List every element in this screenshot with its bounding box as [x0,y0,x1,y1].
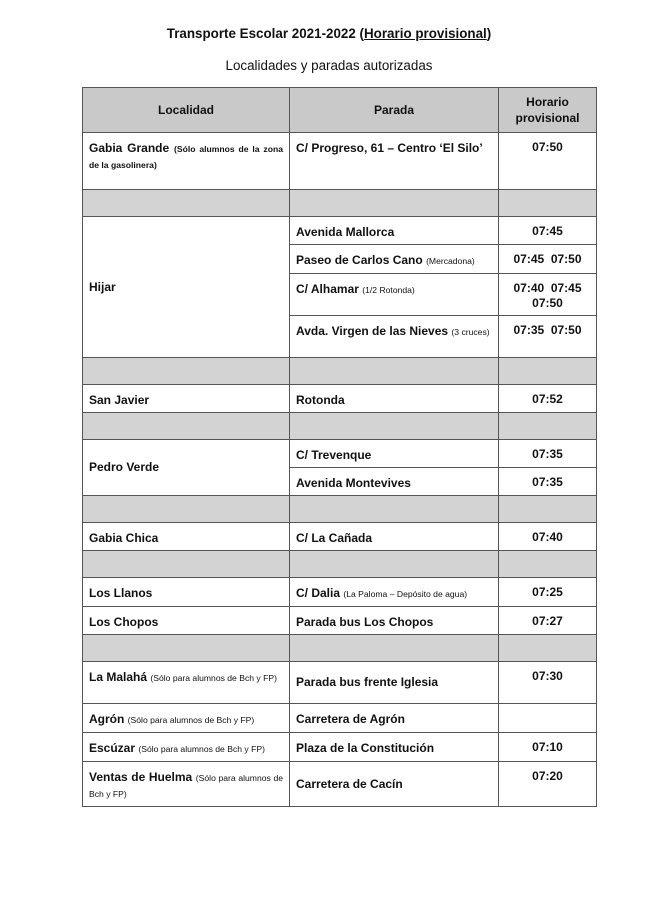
table-header-row [83,88,597,133]
parada-cell: Parada bus Los Chopos [290,607,499,635]
table-row [83,133,597,190]
parada-cell: C/ La Cañada [290,523,499,551]
schedule-table [82,87,597,807]
parada-cell: C/ Dalia (La Paloma – Depósito de agua) [290,578,499,607]
parada-cell: Plaza de la Constitución [290,733,499,762]
horario-cell: 07:35 [499,440,597,468]
parada-cell: Avenida Mallorca [290,217,499,245]
localidad-cell: San Javier [83,385,290,413]
document-subtitle: Localidades y paradas autorizadas [225,58,433,73]
localidad-cell: La Malahá (Sólo para alumnos de Bch y FP) [83,662,290,704]
table-row [83,578,597,607]
horario-cell: 07:40 07:45 07:50 [499,274,597,316]
document-title: Transporte Escolar 2021-2022 (Horario provisional) [166,26,492,41]
horario-cell: 07:40 [499,523,597,551]
horario-cell: 07:20 [499,762,597,807]
parada-cell: Carretera de Cacín [290,762,499,807]
parada-cell: Avenida Montevives [290,468,499,496]
parada-cell: Parada bus frente Iglesia [290,662,499,704]
column-header-parada: Parada [290,88,499,133]
parada-cell: C/ Trevenque [290,440,499,468]
horario-cell: 07:45 [499,217,597,245]
parada-cell: Paseo de Carlos Cano (Mercadona) [290,245,499,274]
table-row [83,385,597,413]
table-row [83,733,597,762]
localidad-cell: Escúzar (Sólo para alumnos de Bch y FP) [83,733,290,762]
parada-cell: Carretera de Agrón [290,704,499,733]
table-row [83,217,597,245]
horario-cell: 07:52 [499,385,597,413]
horario-cell: 07:27 [499,607,597,635]
horario-cell: 07:50 [499,133,597,190]
localidad-cell: Hijar [83,217,290,358]
parada-cell: C/ Alhamar (1/2 Rotonda) [290,274,499,316]
horario-cell: 07:35 [499,468,597,496]
localidad-cell: Ventas de Huelma (Sólo para alumnos de Bch y FP) [83,762,290,807]
horario-cell: 07:45 07:50 [499,245,597,274]
parada-cell: Avda. Virgen de las Nieves (3 cruces) [290,316,499,358]
separator-row [83,551,597,578]
column-header-horario: Horario provisional [499,88,597,133]
localidad-cell: Los Llanos [83,578,290,607]
localidad-cell: Pedro Verde [83,440,290,496]
table-row [83,762,597,807]
table-row [83,523,597,551]
horario-cell: 07:35 07:50 [499,316,597,358]
horario-cell: 07:10 [499,733,597,762]
localidad-cell: Agrón (Sólo para alumnos de Bch y FP) [83,704,290,733]
table-row [83,607,597,635]
parada-cell: C/ Progreso, 61 – Centro ‘El Silo’ [290,133,499,190]
horario-cell: 07:25 [499,578,597,607]
table-row [83,440,597,468]
separator-row [83,496,597,523]
table-row [83,704,597,733]
horario-cell: 07:30 [499,662,597,704]
horario-cell [499,704,597,733]
separator-row [83,635,597,662]
column-header-localidad: Localidad [83,88,290,133]
separator-row [83,413,597,440]
localidad-cell: Los Chopos [83,607,290,635]
separator-row [83,358,597,385]
parada-cell: Rotonda [290,385,499,413]
localidad-cell: Gabia Chica [83,523,290,551]
localidad-cell: Gabia Grande (Sólo alumnos de la zona de la gasolinera) [83,133,290,190]
table-row [83,662,597,704]
separator-row [83,190,597,217]
